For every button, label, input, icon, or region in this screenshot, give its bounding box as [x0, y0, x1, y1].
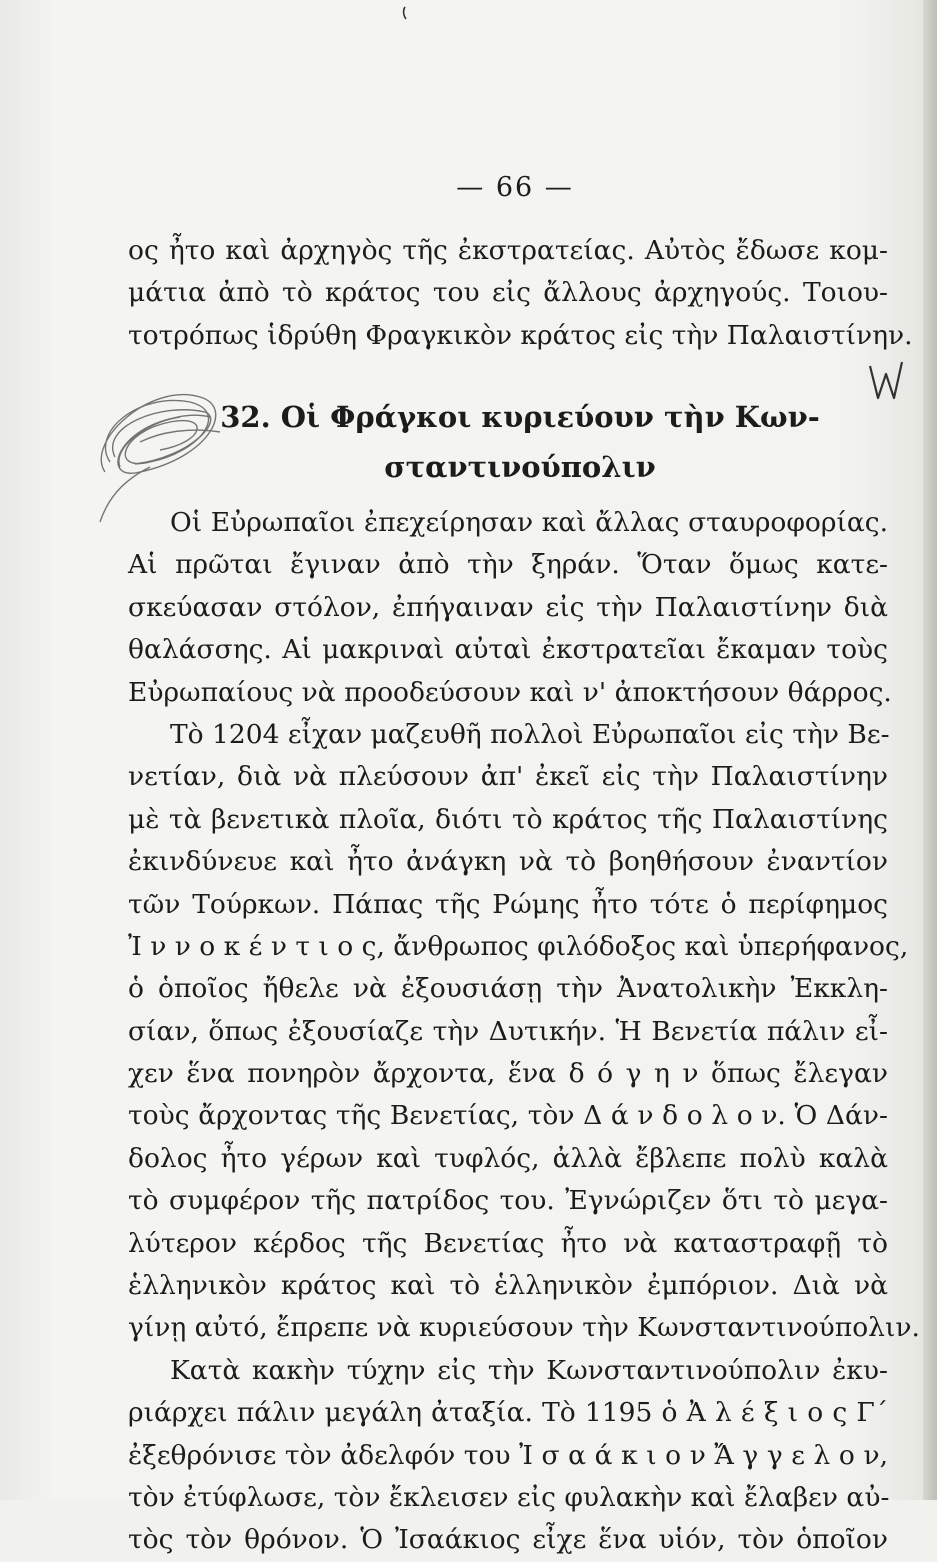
text-line: μάτια ἀπὸ τὸ κράτος του εἰς ἄλλους ἀρχηγούς. Τοιου-	[128, 277, 888, 309]
text-line: τὸ συμφέρον τῆς πατρίδος του. Ἐγνώριζεν ὅτι τὸ μεγα-	[128, 1185, 888, 1217]
text-line: τὸν ἐτύφλωσε, τὸν ἔκλεισεν εἰς φυλακὴν καὶ ἔλαβεν αὐ-	[128, 1481, 890, 1513]
text-line: ἐξεθρόνισε τὸν ἀδελφόν του Ἰ σ α ά κ ι ο ν Ἄ γ γ ε λ ο ν,	[128, 1439, 888, 1471]
handwritten-margin-mark	[866, 358, 906, 408]
text-line: τὸς τὸν θρόνον. Ὁ Ἰσαάκιος εἶχε ἕνα υἱόν, τὸν ὁποῖον	[128, 1524, 888, 1556]
text-line: Οἱ Εὐρωπαῖοι ἐπεχείρησαν καὶ ἄλλας σταυροφορίας.	[170, 507, 888, 538]
text-line: γίνῃ αὐτό, ἔπρεπε νὰ κυριεύσουν τὴν Κωνσταντινούπολιν.	[128, 1312, 920, 1344]
continued-paragraph	[128, 230, 913, 357]
text-line: σκεύασαν στόλον, ἐπήγαιναν εἰς τὴν Παλαιστίνην διὰ	[128, 591, 888, 623]
page-edge-shadow	[923, 0, 937, 1500]
text-line: ος ἦτο καὶ ἀρχηγὸς τῆς ἐκστρατείας. Αὐτὸς ἔδωσε κομ-	[128, 235, 888, 266]
section-body	[128, 502, 920, 1562]
text-line: Τὸ 1204 εἶχαν μαζευθῆ πολλοὶ Εὐρωπαῖοι εἰς τὴν Βε-	[170, 718, 890, 750]
text-line: μὲ τὰ βενετικὰ πλοῖα, διότι τὸ κράτος τῆς Παλαιστίνης	[128, 803, 888, 835]
text-line: τῶν Τούρκων. Πάπας τῆς Ρώμης ἦτο τότε ὁ περίφημος	[128, 888, 888, 920]
text-line: ριάρχει πάλιν μεγάλη ἀταξία. Τὸ 1195 ὁ Ἀ λ έ ξ ι ο ς Γ΄	[128, 1397, 888, 1429]
text-line: σίαν, ὅπως ἐξουσίαζε τὴν Δυτικήν. Ἡ Βενετία πάλιν εἶ-	[128, 1015, 888, 1047]
text-line: Αἱ πρῶται ἔγιναν ἀπὸ τὴν ξηράν. Ὅταν ὅμως κατε-	[128, 549, 888, 581]
section-heading	[210, 392, 830, 492]
text-line: Εὐρωπαίους νὰ προοδεύσουν καὶ ν' ἀποκτήσουν θάρρος.	[128, 676, 892, 708]
text-line: ἐκινδύνευε καὶ ἦτο ἀνάγκη νὰ τὸ βοηθήσουν ἐναντίον	[128, 846, 888, 878]
page-number: — 66 —	[456, 172, 574, 203]
text-line: τοὺς ἄρχοντας τῆς Βενετίας, τὸν Δ ά ν δ ο λ ο ν. Ὁ Δάν-	[128, 1100, 888, 1132]
heading-line: 32. Οἱ Φράγκοι κυριεύουν τὴν Κων-	[220, 400, 820, 434]
text-line: τοτρόπως ἱδρύθη Φραγκικὸν κράτος εἰς τὴν Παλαιστίνην.	[128, 319, 913, 351]
heading-line: σταντινούπολιν	[384, 450, 656, 484]
text-line: ἑλληνικὸν κράτος καὶ τὸ ἑλληνικὸν ἐμπόριον. Διὰ νὰ	[128, 1270, 888, 1302]
ink-speck	[402, 6, 408, 20]
text-line: λύτερον κέρδος τῆς Βενετίας ἦτο νὰ καταστραφῇ τὸ	[128, 1227, 888, 1259]
text-line: νετίαν, διὰ νὰ πλεύσουν ἀπ' ἐκεῖ εἰς τὴν Παλαιστίνην	[128, 761, 888, 793]
text-line: ὁ ὁποῖος ἤθελε νὰ ἐξουσιάσῃ τὴν Ἀνατολικὴν Ἐκκλη-	[128, 973, 888, 1005]
text-line: Κατὰ κακὴν τύχην εἰς τὴν Κωνσταντινούπολιν ἐκυ-	[170, 1354, 888, 1386]
text-line: θαλάσσης. Αἱ μακριναὶ αὐταὶ ἐκστρατεῖαι ἔκαμαν τοὺς	[128, 634, 888, 666]
text-line: χεν ἕνα πονηρὸν ἄρχοντα, ἕνα δ ό γ η ν ὅπως ἔλεγαν	[128, 1058, 888, 1090]
text-line: δολος ἦτο γέρων καὶ τυφλός, ἀλλὰ ἔβλεπε πολὺ καλὰ	[128, 1142, 888, 1174]
text-line: Ἰ ν ν ο κ έ ν τ ι ο ς, ἄνθρωπος φιλόδοξος καὶ ὑπερήφανος,	[128, 930, 909, 962]
